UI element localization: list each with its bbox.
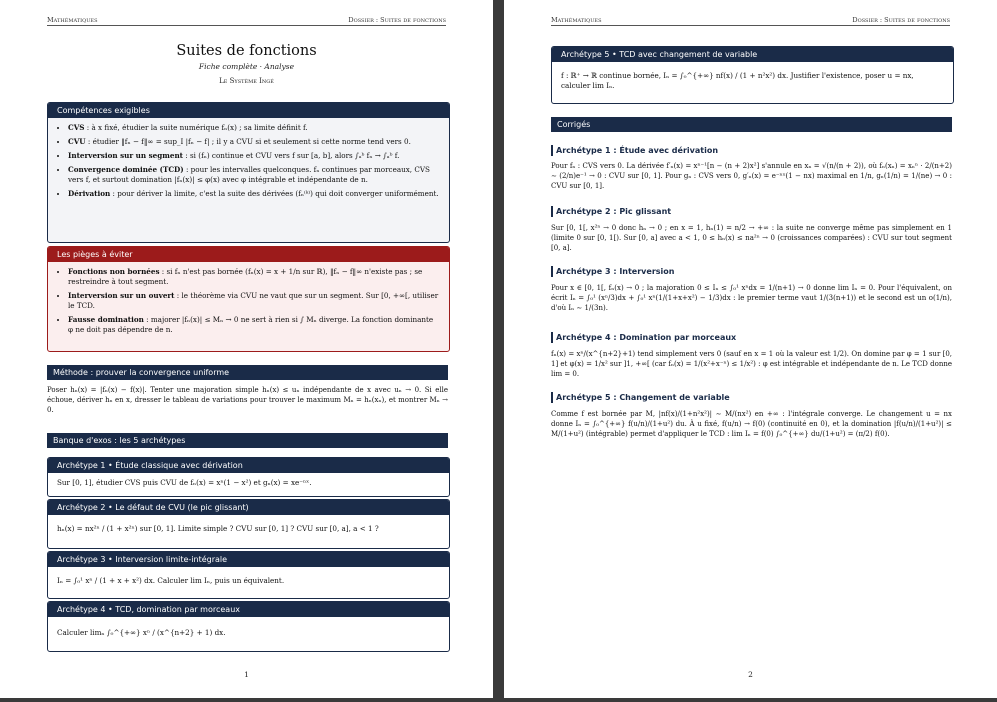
archetype-text: hₙ(x) = nx²ⁿ / (1 + x²ⁿ) sur [0, 1]. Limite simple ? CVU sur [0, 1] ? CVU sur [0, a], a < 1 ? [57,524,379,533]
archetype-box [551,46,954,104]
page-number: 2 [748,670,753,679]
banque-title: Banque d'exos : les 5 archétypes [47,433,448,448]
item-term: CVU [68,137,86,146]
list-item [68,291,440,311]
archetype-box [47,601,450,652]
item-term: Interversion sur un ouvert [68,291,175,300]
corrige-text: fₙ(x) = xⁿ/(x^{n+2}+1) tend simplement vers 0 (sauf en x = 1 où la valeur est 1/2). On domine par φ = 1 sur [0, 1] et φ(x) = 1/x² sur ]1, +∞[ (car fₙ(x) = 1/(x²+x⁻ⁿ) ≤ 1/x²) : φ est intégrable et indépendante de n. Le TCD donne lim = 0. [551,350,952,378]
list-item [68,267,440,287]
archetype-box [47,551,450,599]
corrige-heading: Archétype 2 : Pic glissant [551,206,671,217]
list-item [68,189,440,199]
header-left: Mathématiques [551,16,602,24]
item-text: : à x fixé, étudier la suite numérique fₙ(x) ; sa limite définit f. [84,123,308,132]
page-number: 1 [244,670,249,679]
archetype-title: Archétype 4 • TCD, domination par morceaux [48,602,449,617]
competences-box [47,102,450,243]
competences-list [57,123,440,199]
archetype-text: Sur [0, 1], étudier CVS puis CVU de fₙ(x) = xⁿ(1 − x²) et gₙ(x) = xe⁻ⁿˣ. [57,478,312,487]
item-text: : majorer |fₙ(x)| ≤ Mₙ → 0 ne sert à rien si ∫ Mₙ diverge. La fonction dominante φ ne doit pas dépendre de n. [68,315,434,334]
corrige-text: Pour fₙ : CVS vers 0. La dérivée f′ₙ(x) = xⁿ⁻¹[n − (n + 2)x²] s'annule en xₙ = √(n/(n + 2)), où fₙ(xₙ) = xₙⁿ · 2/(n+2) ∼ (2/n)e⁻¹ → 0 : CVU sur [0, 1]. Pour gₙ : CVS vers 0, g′ₙ(x) = e⁻ⁿˣ(1 − nx) maximal en 1/n, gₙ(1/n) = 1/(ne) → 0 : CVU sur [0, 1]. [551,162,952,190]
corriges-title: Corrigés [551,117,952,132]
archetype-box [47,457,450,497]
page-1 [0,0,493,698]
archetype-title: Archétype 2 • Le défaut de CVU (le pic glissant) [48,500,449,515]
header-right: Dossier : Suites de fonctions [348,16,446,24]
item-text: : étudier ‖fₙ − f‖∞ = sup_I |fₙ − f| ; il y a CVU si et seulement si cette norme tend vers 0. [85,137,411,146]
item-text: : si fₙ n'est pas bornée (fₙ(x) = x + 1/n sur ℝ), ‖fₙ − f‖∞ n'existe pas ; se restreindre à tout segment. [68,267,423,286]
archetype-text: Iₙ = ∫₀¹ xⁿ / (1 + x + x²) dx. Calculer lim Iₙ, puis un équivalent. [57,576,285,585]
pieges-list [57,267,440,335]
archetype-title: Archétype 1 • Étude classique avec dérivation [48,458,449,473]
pieges-box [47,246,450,352]
corrige-heading: Archétype 3 : Interversion [551,266,674,277]
item-text: : pour dériver la limite, c'est la suite des dérivées (fₙ⁽ᵏ⁾) qui doit converger uniformément. [110,189,439,198]
corrige-heading: Archétype 5 : Changement de variable [551,392,730,403]
archetype-text: f : ℝ⁺ → ℝ continue bornée, Iₙ = ∫₀^{+∞} nf(x) / (1 + n²x²) dx. Justifier l'existence, poser u = nx, calculer lim Iₙ. [561,71,914,90]
item-text: : pour les intervalles quelconques. fₙ continues par morceaux, CVS vers f, et surtout domination |fₙ(x)| ≤ φ(x) avec φ intégrable et indépendante de n. [68,165,430,184]
header-right: Dossier : Suites de fonctions [852,16,950,24]
item-term: CVS [68,123,85,132]
running-header [551,16,950,26]
archetype-title: Archétype 5 • TCD avec changement de variable [552,47,953,62]
list-item [68,315,440,335]
item-term: Convergence dominée (TCD) [68,165,184,174]
methode-title: Méthode : prouver la convergence uniforme [47,365,448,380]
corrige-text: Sur [0, 1[, x²ⁿ → 0 donc hₙ → 0 ; en x = 1, hₙ(1) = n/2 → +∞ : la suite ne converge même pas simplement en 1 (limite 0 sur [0, 1[). Sur [0, a] avec a < 1, 0 ≤ hₙ(x) ≤ na²ⁿ → 0 (croissances comparées) : CVU sur tout segment [0, a]. [551,224,952,252]
item-term: Fausse domination [68,315,144,324]
corrige-heading: Archétype 4 : Domination par morceaux [551,332,736,343]
corrige-text: Comme f est bornée par M, |nf(x)/(1+n²x²)| ∼ M/(nx²) en +∞ : l'intégrale converge. Le changement u = nx donne Iₙ = ∫₀^{+∞} f(u/n)/(1+u²) du. À u fixé, f(u/n) → f(0) (continuité en 0), et la domination |f(u/n)/(1+u²)| ≤ M/(1+u²) (intégrable) permet d'appliquer le TCD : lim Iₙ = f(0) ∫₀^{+∞} du/(1+u²) = (π/2) f(0). [551,410,952,438]
item-term: Fonctions non bornées [68,267,160,276]
competences-title: Compétences exigibles [48,103,449,118]
archetype-box [47,499,450,549]
list-item [68,165,440,185]
corrige-text: Pour x ∈ [0, 1[, fₙ(x) → 0 ; la majoration 0 ≤ Iₙ ≤ ∫₀¹ xⁿdx = 1/(n+1) → 0 donne lim Iₙ = 0. Pour l'équivalent, on écrit Iₙ = ∫₀¹ (xⁿ/3)dx + ∫₀¹ xⁿ(1/(1+x+x²) − 1/3)dx : le premier terme vaut 1/(3(n+1)) et le second est un o(1/n), d'où Iₙ ∼ 1/(3n). [551,284,952,312]
running-header [47,16,446,26]
page-2 [504,0,997,698]
document-subtitle: Fiche complète · Analyse [198,62,295,71]
document-author: Le Système Ingé [219,77,274,85]
list-item [68,123,440,133]
item-text: : le théorème via CVU ne vaut que sur un segment. Sur [0, +∞[, utiliser le TCD. [68,291,439,310]
pieges-title: Les pièges à éviter [48,247,449,262]
archetype-title: Archétype 3 • Interversion limite-intégrale [48,552,449,567]
item-text: : si (fₙ) continue et CVU vers f sur [a, b], alors ∫ₐᵇ fₙ → ∫ₐᵇ f. [183,151,400,160]
document-title: Suites de fonctions [176,43,317,59]
archetype-text: Calculer limₙ ∫₀^{+∞} xⁿ / (x^{n+2} + 1) dx. [57,628,226,637]
list-item [68,151,440,161]
methode-text: Poser hₙ(x) = |fₙ(x) − f(x)|. Tenter une majoration simple hₙ(x) ≤ uₙ indépendante de x avec uₙ → 0. Si elle échoue, dériver hₙ en x, dresser le tableau de variations pour trouver le maximum Mₙ = hₙ(xₙ), et montrer Mₙ → 0. [47,386,448,414]
header-left: Mathématiques [47,16,98,24]
list-item [68,137,440,147]
item-term: Dérivation [68,189,111,198]
item-term: Interversion sur un segment [68,151,183,160]
corrige-heading: Archétype 1 : Étude avec dérivation [551,145,718,156]
